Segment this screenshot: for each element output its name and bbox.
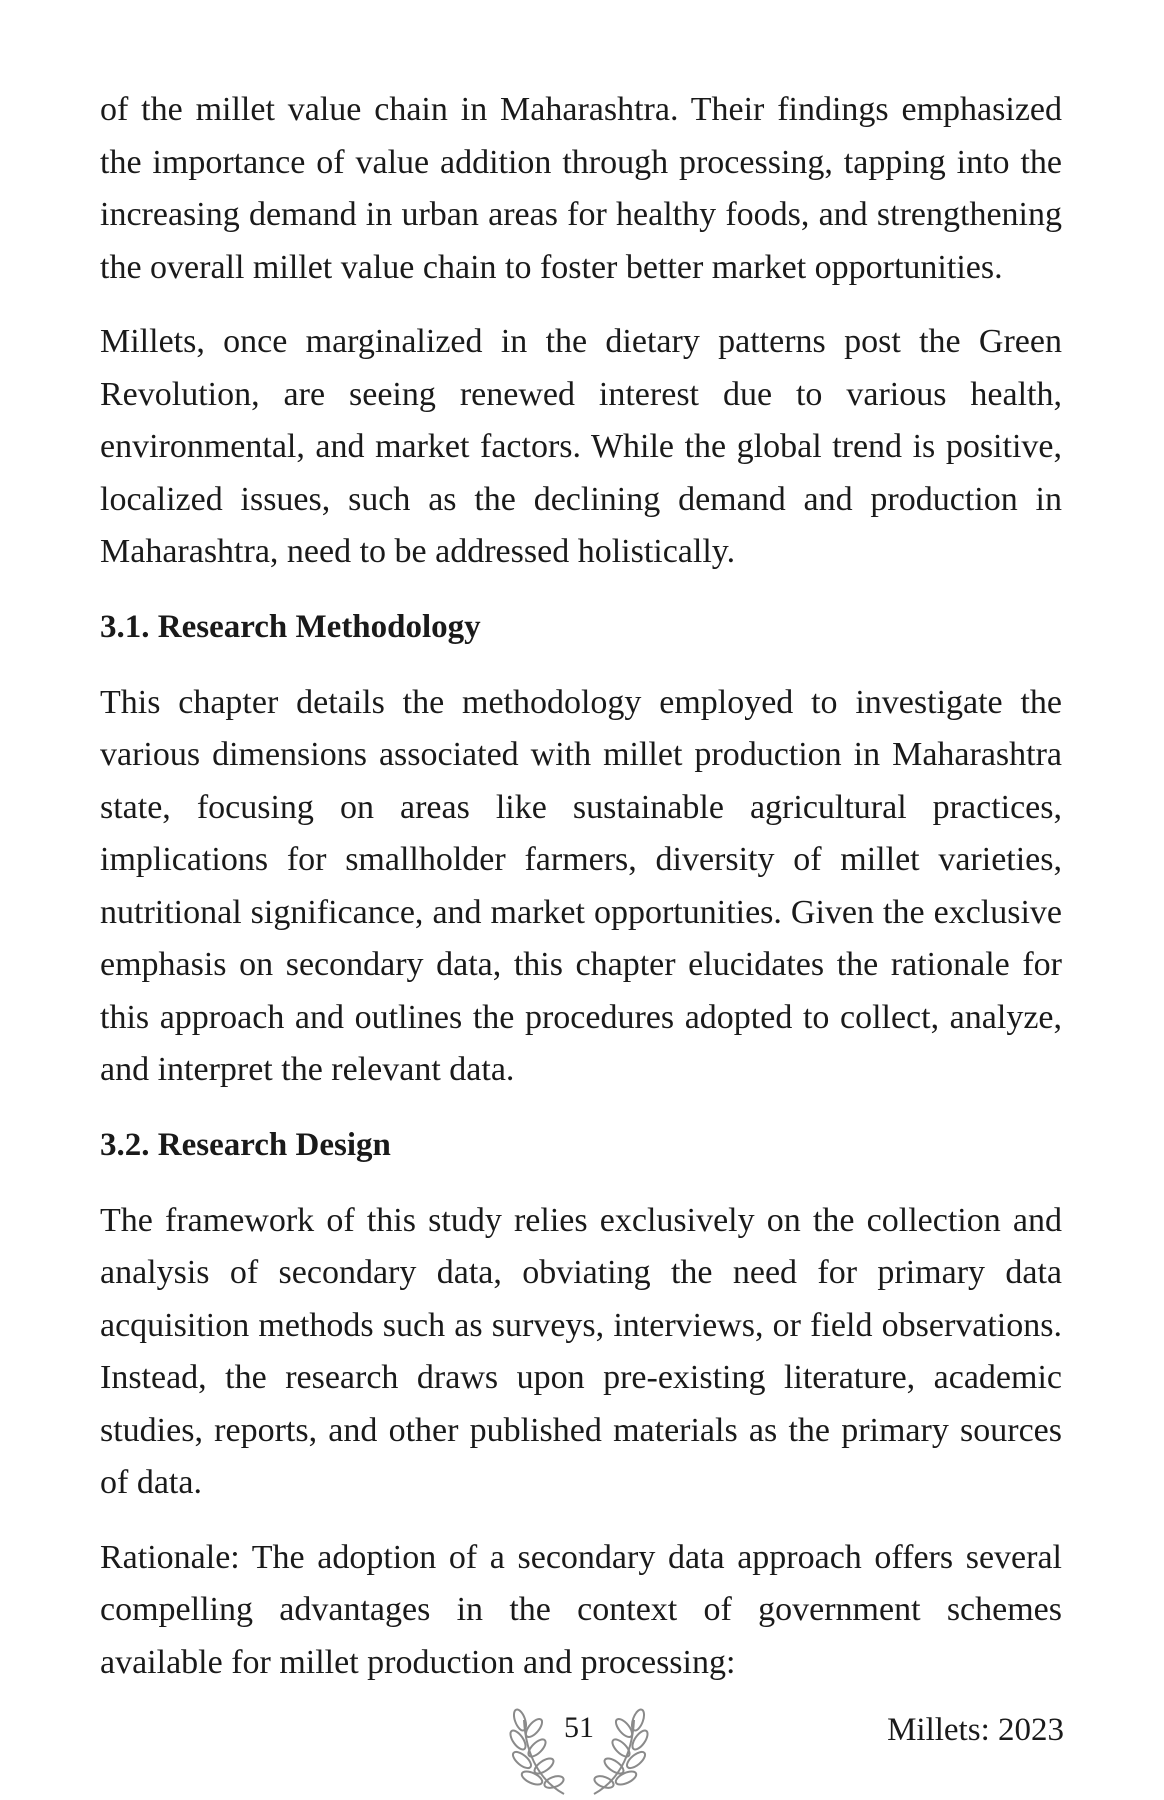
paragraph-rationale: Rationale: The adoption of a secondary data approach offers several compelling advantages in the context of government schemes available for millet production and processing: [100,1538,1062,1681]
heading-research-methodology: 3.1. Research Methodology [100,608,481,645]
paragraph-value-chain: of the millet value chain in Maharashtra. Their findings emphasized the importance of value addition through processing, tapping into the increasing demand in urban areas for healthy foods, and strengthening the overall millet value chain to foster better market opportunities. [100,91,1062,286]
page-number: 51 [564,1711,594,1744]
running-footer-title: Millets: 2023 [887,1712,1064,1748]
paragraph-framework: The framework of this study relies exclusively on the collection and analysis of secondary data, obviating the need for primary data acquisition methods such as surveys, interviews, or field observations. Instead, the research draws upon pre-existing literature, academic studies, reports, and other published materials as the primary sources of data. [100,1201,1062,1501]
page-content [100,84,1062,1711]
heading-research-design: 3.2. Research Design [100,1126,391,1163]
page-footer [0,1700,1164,1800]
paragraph-methodology: This chapter details the methodology employed to investigate the various dimensions associated with millet production in Maharashtra state, focusing on areas like sustainable agricultural practices, implications for smallholder farmers, diversity of millet varieties, nutritional significance, and market opportunities. Given the exclusive emphasis on secondary data, this chapter elucidates the rationale for this approach and outlines the procedures adopted to collect, analyze, and interpret the relevant data. [100,683,1062,1088]
paragraph-millets-interest: Millets, once marginalized in the dietary patterns post the Green Revolution, are seeing renewed interest due to various health, environmental, and market factors. While the global trend is positive, localized issues, such as the declining demand and production in Maharashtra, need to be addressed holistically. [100,323,1062,570]
